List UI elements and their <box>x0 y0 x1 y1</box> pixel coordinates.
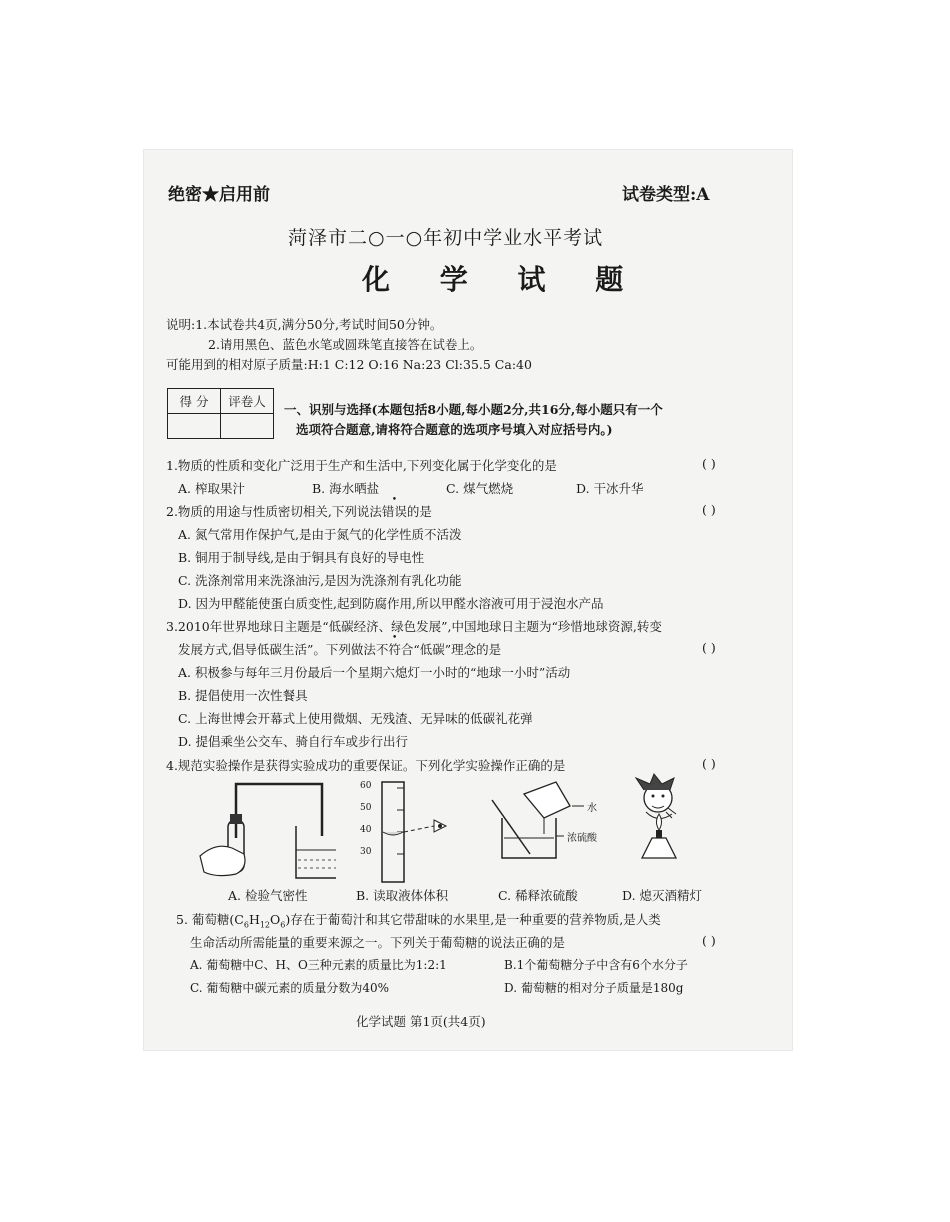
q3-stem-line2 <box>178 640 501 658</box>
q2-option-d: D. 因为甲醛能使蛋白质变性,起到防腐作用,所以甲醛水溶液可用于浸泡水产品 <box>178 596 604 611</box>
q1-option-b: B. 海水晒盐 <box>312 481 380 496</box>
q2-stem <box>166 502 432 520</box>
tick-50: 50 <box>360 803 372 813</box>
q4-answer-paren[interactable]: ( ) <box>702 756 716 771</box>
score-cell <box>168 414 221 439</box>
q3-stem-line1: 3.2010年世界地球日主题是“低碳经济、绿色发展”,中国地球日主题为“珍惜地球资源,转变 <box>166 619 662 634</box>
q3-option-b: B. 提倡使用一次性餐具 <box>178 688 308 703</box>
q5-stem-a: 5. 葡萄糖(C <box>176 912 244 927</box>
atomic-mass-note: 可能用到的相对原子质量:H:1 C:12 O:16 Na:23 Cl:35.5 Ca:40 <box>166 357 532 372</box>
page-footer: 化学试题 第1页(共4页) <box>356 1014 486 1029</box>
q1-answer-paren[interactable]: ( ) <box>702 456 716 471</box>
q3-stem-c: “低碳”理念的是 <box>413 642 502 657</box>
q1-stem: 1.物质的性质和变化广泛用于生产和生活中,下列变化属于化学变化的是 <box>166 458 557 473</box>
q1-option-a: A. 榨取果汁 <box>178 481 245 496</box>
note-2: 2.请用黑色、蓝色水笔或圆珠笔直接答在试卷上。 <box>208 337 483 352</box>
secret-label: 绝密★启用前 <box>168 185 270 205</box>
section-1-heading-cont: 选项符合题意,请将符合题意的选项序号填入对应括号内。) <box>296 422 613 437</box>
q5-subscript-o: 6 <box>280 920 286 930</box>
subject-title: 化 学 试 题 <box>362 263 644 296</box>
q5-option-c: C. 葡萄糖中碳元素的质量分数为40% <box>190 981 390 995</box>
grader-header: 评卷人 <box>221 389 274 414</box>
q5-stem-line2: 生命活动所需能量的重要来源之一。下列关于葡萄糖的说法正确的是 <box>190 935 566 950</box>
q5-option-d: D. 葡萄糖的相对分子质量是180g <box>504 981 684 995</box>
q2-answer-paren[interactable]: ( ) <box>702 502 716 517</box>
q2-stem-a: 2.物质的用途与性质密切相关,下列说法 <box>166 504 382 519</box>
q2-stem-emphasis: 错误 <box>381 504 407 519</box>
scanned-exam-page <box>144 150 792 1050</box>
q2-option-c: C. 洗涤剂常用来洗涤油污,是因为洗涤剂有乳化功能 <box>178 573 462 588</box>
q3-option-a: A. 积极参与每年三月份最后一个星期六熄灯一小时的“地球一小时”活动 <box>178 665 571 680</box>
section-1-heading: 一、识别与选择(本题包括8小题,每小题2分,共16分,每小题只有一个 <box>284 402 663 417</box>
q5-o: O <box>270 912 281 927</box>
q3-answer-paren[interactable]: ( ) <box>702 640 716 655</box>
grader-cell <box>221 414 274 439</box>
tick-30: 30 <box>360 847 372 857</box>
figure-airtightness-check <box>196 778 336 886</box>
tick-40: 40 <box>360 825 372 835</box>
paper-type-label: 试卷类型:A <box>622 185 710 205</box>
figure-alcohol-lamp <box>622 772 752 872</box>
q4-stem: 4.规范实验操作是获得实验成功的重要保证。下列化学实验操作正确的是 <box>166 758 566 773</box>
score-header: 得 分 <box>168 389 221 414</box>
score-table <box>167 388 274 439</box>
q5-stem-line1 <box>176 910 661 930</box>
q4-option-d: D. 熄灭酒精灯 <box>622 888 703 903</box>
q2-option-a: A. 氮气常用作保护气,是由于氮气的化学性质不活泼 <box>178 527 462 542</box>
label-water: 水 <box>587 803 597 814</box>
label-concentrated-acid: 浓硫酸 <box>567 833 597 844</box>
q5-stem-b: )存在于葡萄汁和其它带甜味的水果里,是一种重要的营养物质,是人类 <box>285 912 661 927</box>
q4-option-b: B. 读取液体体积 <box>356 888 449 903</box>
q5-subscript-c: 6 <box>243 920 249 930</box>
q5-option-b: B.1个葡萄糖分子中含有6个水分子 <box>504 958 688 972</box>
q5-h: H <box>248 912 260 927</box>
q3-stem-a: 发展方式,倡导低碳生活”。下列做法 <box>178 642 376 657</box>
q1-option-c: C. 煤气燃烧 <box>446 481 514 496</box>
q4-option-c: C. 稀释浓硫酸 <box>498 888 578 903</box>
exam-title: 菏泽市二○一○年初中学业水平考试 <box>288 227 604 249</box>
q2-stem-c: 的是 <box>406 504 432 519</box>
q1-option-d: D. 干冰升华 <box>576 481 644 496</box>
note-1: 说明:1.本试卷共4页,满分50分,考试时间50分钟。 <box>166 317 443 332</box>
q2-option-b: B. 铜用于制导线,是由于铜具有良好的导电性 <box>178 550 425 565</box>
q5-subscript-h: 12 <box>259 920 271 930</box>
q3-option-c: C. 上海世博会开幕式上使用微烟、无残渣、无异味的低碳礼花弹 <box>178 711 533 726</box>
q3-option-d: D. 提倡乘坐公交车、骑自行车或步行出行 <box>178 734 409 749</box>
q3-stem-emphasis: 不符合 <box>375 642 414 657</box>
tick-60: 60 <box>360 781 372 791</box>
q4-option-a: A. 检验气密性 <box>228 888 308 903</box>
q5-answer-paren[interactable]: ( ) <box>702 933 716 948</box>
q5-option-a: A. 葡萄糖中C、H、O三种元素的质量比为1:2:1 <box>190 958 447 972</box>
figure-dilute-acid <box>484 778 604 868</box>
